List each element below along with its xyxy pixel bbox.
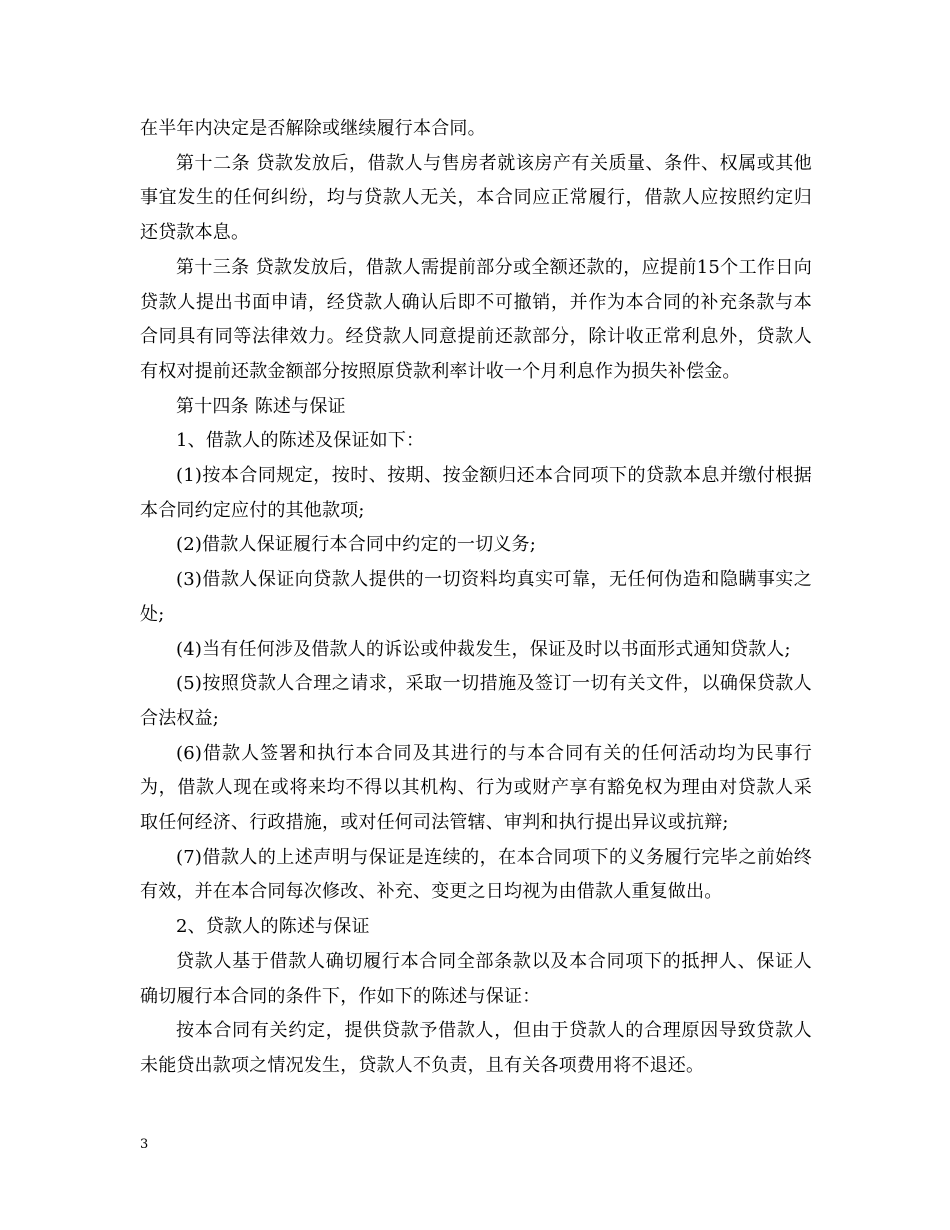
paragraph-item-1: (1)按本合同规定，按时、按期、按金额归还本合同项下的贷款本息并缴付根据本合同约定应付的其他款项;: [140, 465, 812, 521]
paragraph-continuation: 在半年内决定是否解除或继续履行本合同。: [140, 118, 486, 139]
document-body: [140, 112, 812, 1084]
paragraph-item-5: (5)按照贷款人合理之请求，采取一切措施及签订一切有关文件，以确保贷款人合法权益;: [140, 673, 812, 729]
paragraph-article-13: 第十三条 贷款发放后，借款人需提前部分或全额还款的，应提前15个工作日向贷款人提出书面申请，经贷款人确认后即不可撤销，并作为本合同的补充条款与本合同具有同等法律效力。经贷款人同意提前还款部分，除计收正常利息外，贷款人有权对提前还款金额部分按照原贷款利率计收一个月利息作为损失补偿金。: [140, 256, 812, 382]
paragraph-item-2: (2)借款人保证履行本合同中约定的一切义务;: [176, 534, 536, 556]
paragraph-item-6: (6)借款人签署和执行本合同及其进行的与本合同有关的任何活动均为民事行为，借款人现在或将来均不得以其机构、行为或财产享有豁免权为理由对贷款人采取任何经济、行政措施，或对任何司法管辖、审判和执行提出异议或抗辩;: [140, 742, 812, 834]
paragraph-lender-basis: 贷款人基于借款人确切履行本合同全部条款以及本合同项下的抵押人、保证人确切履行本合同的条件下，作如下的陈述与保证：: [140, 950, 812, 1007]
page-number: 3: [140, 1137, 149, 1152]
paragraph-item-7: (7)借款人的上述声明与保证是连续的，在本合同项下的义务履行完毕之前始终有效，并在本合同每次修改、补充、变更之日均视为由借款人重复做出。: [140, 846, 812, 903]
paragraph-borrower-heading: 1、借款人的陈述及保证如下：: [176, 430, 425, 452]
paragraph-item-4: (4)当有任何涉及借款人的诉讼或仲裁发生，保证及时以书面形式通知贷款人;: [176, 638, 791, 660]
paragraph-lender-provision: 按本合同有关约定，提供贷款予借款人，但由于贷款人的合理原因导致贷款人未能贷出款项之情况发生，贷款人不负责，且有关各项费用将不退还。: [140, 1020, 812, 1076]
paragraph-lender-heading: 2、贷款人的陈述与保证: [176, 916, 370, 938]
paragraph-article-12: 第十二条 贷款发放后，借款人与售房者就该房产有关质量、条件、权属或其他事宜发生的任何纠纷，均与贷款人无关，本合同应正常履行，借款人应按照约定归还贷款本息。: [140, 152, 812, 244]
paragraph-item-3: (3)借款人保证向贷款人提供的一切资料均真实可靠，无任何伪造和隐瞒事实之处;: [140, 569, 812, 625]
paragraph-article-14-heading: 第十四条 陈述与保证: [176, 395, 346, 417]
